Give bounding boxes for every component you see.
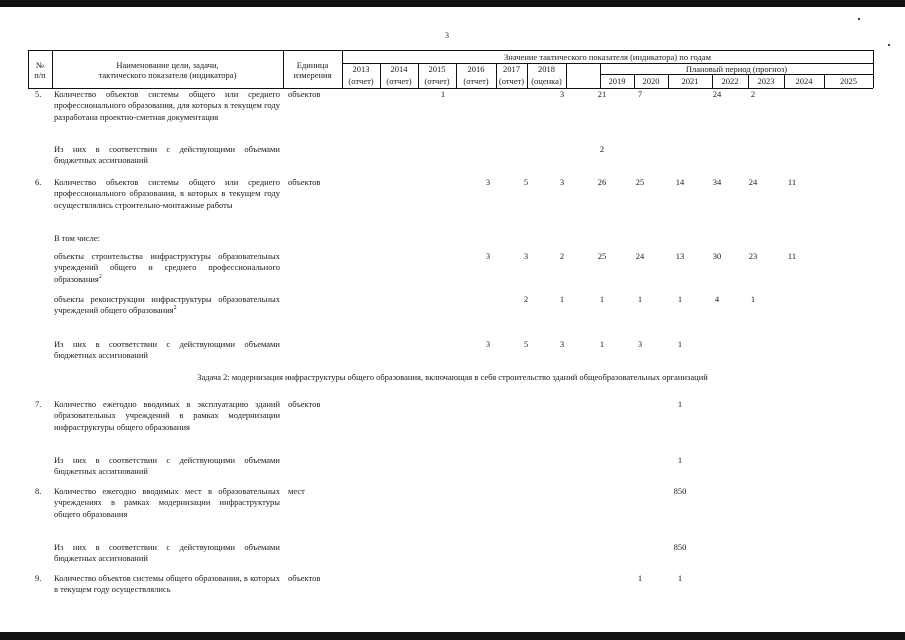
value-2019: 26 [597, 177, 607, 187]
value-2019: 1 [599, 294, 605, 304]
row-number: 5. [35, 89, 42, 99]
header-year-note: (отчет) [498, 76, 525, 86]
value-2020: 3 [637, 339, 643, 349]
value-2021: 1 [677, 294, 683, 304]
value-2021: 1 [677, 399, 683, 409]
header-indicator-name: Наименование цели, задачи, тактического показателя (индикатора) [98, 60, 237, 80]
header-year: 2013 [352, 64, 370, 74]
value-2021: 850 [673, 486, 687, 496]
header-year: 2025 [840, 76, 857, 86]
value-2019: 25 [597, 251, 607, 261]
indicator-text: Количество объектов системы общего или среднего профессионального образования, для которых в текущем году разработана проектно-сметная документация [54, 89, 280, 122]
header-year: 2016 [467, 64, 485, 74]
value-2016: 3 [485, 177, 491, 187]
header-year-note: (отчет) [463, 76, 489, 86]
value-2017: 5 [523, 177, 529, 187]
value-2020: 7 [637, 89, 643, 99]
header-border-right [873, 50, 874, 88]
value-2020: 1 [637, 294, 643, 304]
indicator-name [54, 294, 280, 317]
header-year-divider [566, 63, 567, 88]
value-2023: 24 [748, 177, 758, 187]
value-2017: 5 [523, 339, 529, 349]
indicator-text: Из них в соответствии с действующими объемами бюджетных ассигнований [54, 339, 280, 361]
header-year: 2023 [757, 76, 775, 86]
indicator-name [54, 455, 280, 478]
indicator-text: Из них в соответствии с действующими объемами бюджетных ассигнований [54, 455, 280, 477]
scan-speck [888, 44, 890, 46]
task-2-heading: Задача 2: модернизация инфраструктуры общего образования, включающая в себя строительство зданий общеобразовательных организаций [197, 372, 708, 382]
value-2021: 13 [675, 251, 685, 261]
value-2021: 850 [673, 542, 687, 552]
value-2020: 25 [635, 177, 645, 187]
footnote-marker: 2 [98, 273, 102, 280]
value-2022: 34 [712, 177, 722, 187]
unit-cell: объектов [288, 89, 321, 99]
row-number: 6. [35, 177, 42, 187]
value-2018: 1 [559, 294, 565, 304]
page-number: 3 [445, 31, 449, 40]
indicator-text: Из них в соответствии с действующими объемами бюджетных ассигнований [54, 144, 280, 166]
header-year: 2015 [428, 64, 446, 74]
value-2019: 1 [599, 339, 605, 349]
unit-cell: мест [288, 486, 305, 496]
value-2022: 24 [712, 89, 722, 99]
indicator-name [54, 89, 280, 123]
header-unit: Единица измерения [293, 60, 332, 80]
value-2018: 2 [559, 251, 565, 261]
header-year-note: (отчет) [386, 76, 412, 86]
value-2021: 14 [675, 177, 685, 187]
value-2024: 11 [787, 251, 797, 261]
table-header [28, 50, 873, 88]
row-number: 8. [35, 486, 42, 496]
value-2024: 11 [787, 177, 797, 187]
header-number: № п/п [34, 60, 46, 80]
header-year-note: (отчет) [348, 76, 374, 86]
value-2022: 30 [712, 251, 722, 261]
indicator-name [54, 251, 280, 285]
unit-cell: объектов [288, 573, 321, 583]
header-year: 2019 [608, 76, 626, 86]
header-year: 2020 [642, 76, 660, 86]
unit-cell: объектов [288, 399, 321, 409]
header-plan-period: Плановый период (прогноз) [685, 64, 788, 74]
header-values-title: Значение тактического показателя (индикатора) по годам [504, 52, 711, 62]
indicator-text: Количество ежегодно вводимых мест в образовательных учреждениях в рамках модернизации инфраструктуры общего образования [54, 486, 280, 519]
header-year: 2024 [795, 76, 813, 86]
indicator-name [54, 573, 280, 596]
indicator-text: Количество ежегодно вводимых в эксплуатацию зданий образовательных учреждений в рамках модернизации инфраструктуры общего образования [54, 399, 280, 432]
scan-speck [858, 18, 860, 20]
value-2022: 4 [714, 294, 720, 304]
footnote-marker: 2 [173, 305, 177, 312]
indicator-name [54, 144, 280, 167]
value-2023: 1 [750, 294, 756, 304]
header-year: 2017 [503, 64, 520, 74]
value-2018: 3 [559, 89, 565, 99]
indicator-name [54, 542, 280, 565]
header-rule-plan [600, 74, 873, 75]
row-number: 9. [35, 573, 42, 583]
header-year-note: (оценка) [531, 76, 562, 86]
header-year: 2018 [538, 64, 555, 74]
indicator-name [54, 233, 280, 244]
row-number: 7. [35, 399, 42, 409]
value-2018: 3 [559, 177, 565, 187]
value-2021: 1 [677, 455, 683, 465]
value-2016: 3 [485, 251, 491, 261]
indicator-name [54, 339, 280, 362]
header-year: 2022 [721, 76, 739, 86]
value-2017: 2 [523, 294, 529, 304]
value-2021: 1 [677, 339, 683, 349]
indicator-text: Количество объектов системы общего образования, в которых в текущем году осуществлялись [54, 573, 280, 595]
value-2019: 2 [599, 144, 605, 154]
scan-border-bottom [0, 632, 905, 640]
indicator-name [54, 399, 280, 433]
scan-border-top [0, 0, 905, 7]
value-2020: 1 [637, 573, 643, 583]
header-year: 2014 [390, 64, 408, 74]
value-2015: 1 [440, 89, 446, 99]
indicator-name [54, 486, 280, 520]
indicator-text: объекты строительства инфраструктуры образовательных учреждений общего и среднего профессионального образования [54, 251, 280, 284]
unit-cell: объектов [288, 177, 321, 187]
indicator-text: Количество объектов системы общего или среднего профессионального образования, в которых в текущем году осуществлялись строительно-монтажные работы [54, 177, 280, 210]
value-2019: 21 [597, 89, 607, 99]
value-2023: 2 [750, 89, 756, 99]
value-2021: 1 [677, 573, 683, 583]
value-2017: 3 [523, 251, 529, 261]
indicator-text: В том числе: [54, 233, 100, 243]
value-2023: 23 [748, 251, 758, 261]
value-2020: 24 [635, 251, 645, 261]
indicator-name [54, 177, 280, 211]
header-year-note: (отчет) [424, 76, 450, 86]
indicator-text: объекты реконструкции инфраструктуры образовательных учреждений общего образования [54, 294, 280, 316]
indicator-text: Из них в соответствии с действующими объемами бюджетных ассигнований [54, 542, 280, 564]
value-2016: 3 [485, 339, 491, 349]
header-rule-top [28, 50, 873, 51]
value-2018: 3 [559, 339, 565, 349]
header-year: 2021 [681, 76, 699, 86]
